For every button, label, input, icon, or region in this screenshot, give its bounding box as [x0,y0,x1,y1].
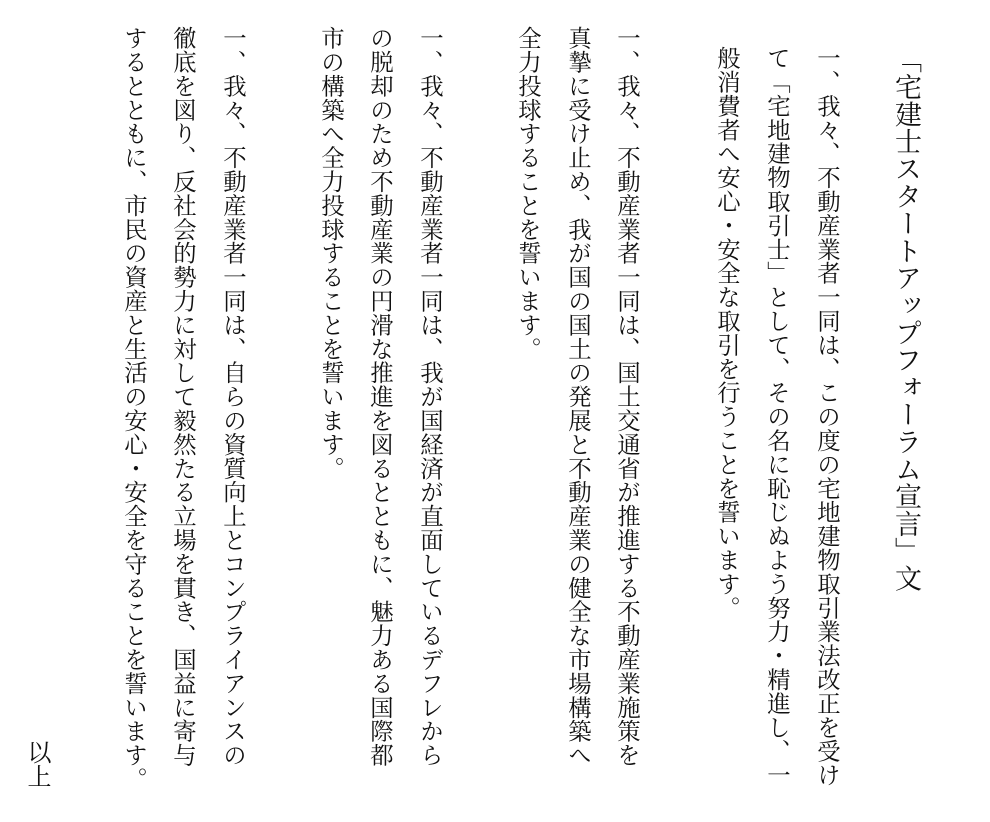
declaration-line-1: 一、我々、不動産業者一同は、この度の宅地建物取引業法改正を受け [813,46,841,787]
declaration-line-2: て「宅地建物取引士」として、その名に恥じぬよう努力・精進し、一 [763,46,791,787]
declaration-line-5: 真摯に受け止め、我が国の国土の発展と不動産業の健全な市場構築へ [564,26,592,767]
declaration-line-11: 徹底を図り、反社会的勢力に対して毅然たる立場を貫き、国益に寄与 [169,26,197,767]
declaration-line-9: 市の構築へ全力投球することを誓います。 [317,26,345,481]
declaration-line-8: の脱却のため不動産業の円滑な推進を図るとともに、魅力ある国際都 [366,26,394,767]
declaration-line-10: 一、我々、不動産業者一同は、自らの資質向上とコンプライアンスの [219,26,247,767]
closing-mark: 以上 [23,740,51,788]
declaration-line-12: するとともに、市民の資産と生活の安心・安全を守ることを誓います。 [120,26,148,791]
declaration-line-3: 般消費者へ安心・安全な取引を行うことを誓います。 [713,46,741,620]
declaration-line-7: 一、我々、不動産業者一同は、我が国経済が直面しているデフレから [416,26,444,767]
declaration-line-4: 一、我々、不動産業者一同は、国土交通省が推進する不動産業施策を [613,26,641,767]
declaration-line-6: 全力投球することを誓います。 [514,26,542,361]
document-title: 「宅建士スタートアップフォーラム宣言」文 [890,46,921,592]
